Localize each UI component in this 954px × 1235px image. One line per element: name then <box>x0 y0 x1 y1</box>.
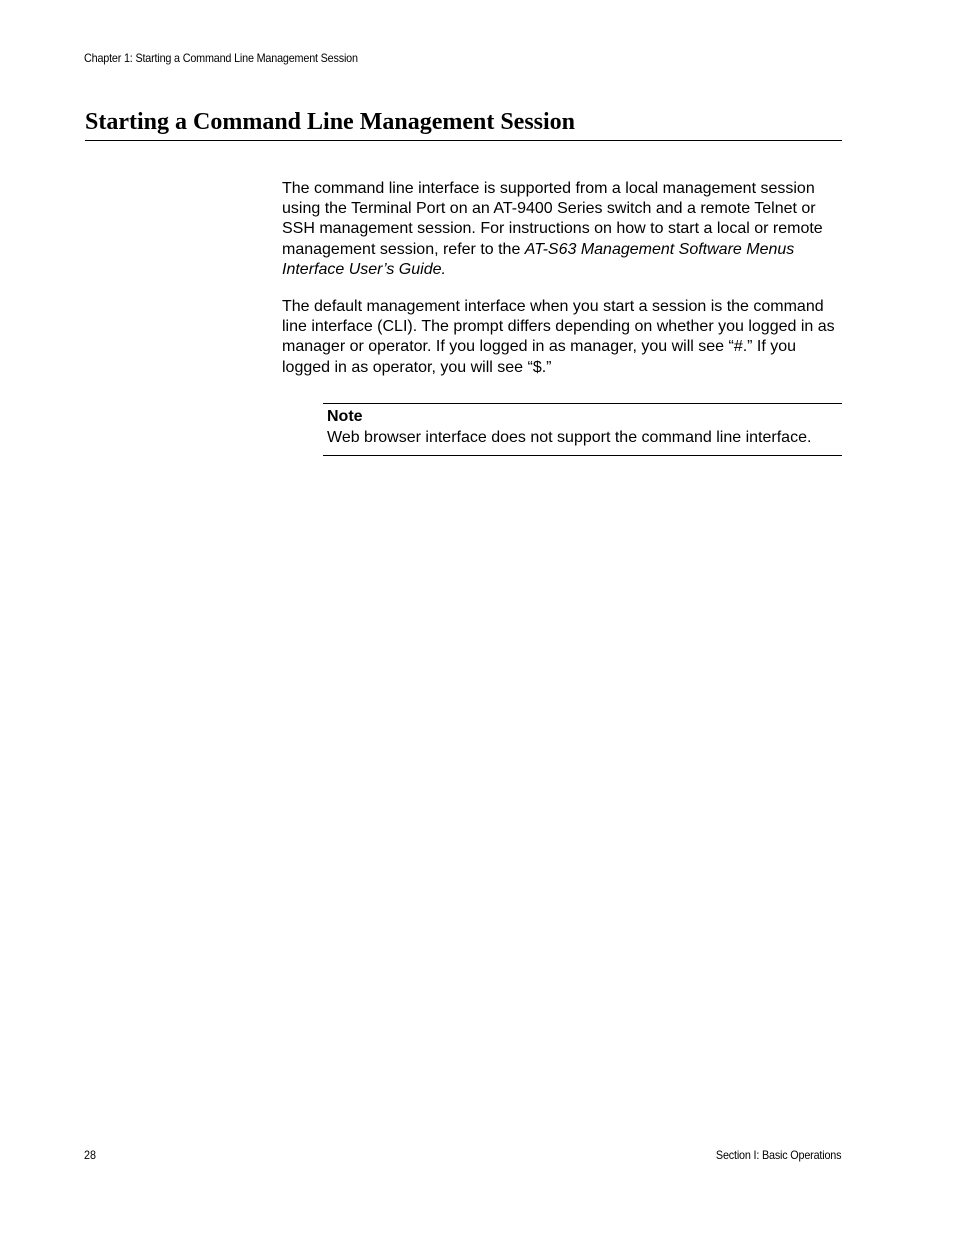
running-header: Chapter 1: Starting a Command Line Management Session <box>84 51 358 65</box>
body-paragraph-intro <box>282 179 842 280</box>
note-label: Note <box>327 408 363 425</box>
page-number: 28 <box>84 1148 97 1162</box>
note-text: Web browser interface does not support the command line interface. <box>327 429 812 446</box>
note-box <box>323 403 842 456</box>
intro-text: The command line interface is supported from a local management session using the Terminal Port on an AT-9400 Series switch and a remote Telnet or SSH management session. For instructions on how to start a local or remote management session, refer to the <box>282 180 823 258</box>
section-title: Starting a Command Line Management Session <box>85 107 842 141</box>
body-paragraph-default-interface: The default management interface when you start a session is the command line interface (CLI). The prompt differs depending on whether you logged in as manager or operator. If you logged in as manager, you will see “#.” If you logged in as operator, you will see “$.” <box>282 298 835 376</box>
running-footer: Section I: Basic Operations <box>715 1148 841 1162</box>
guide-reference: AT-S63 Management Software Menus Interface User’s Guide. <box>282 240 795 278</box>
